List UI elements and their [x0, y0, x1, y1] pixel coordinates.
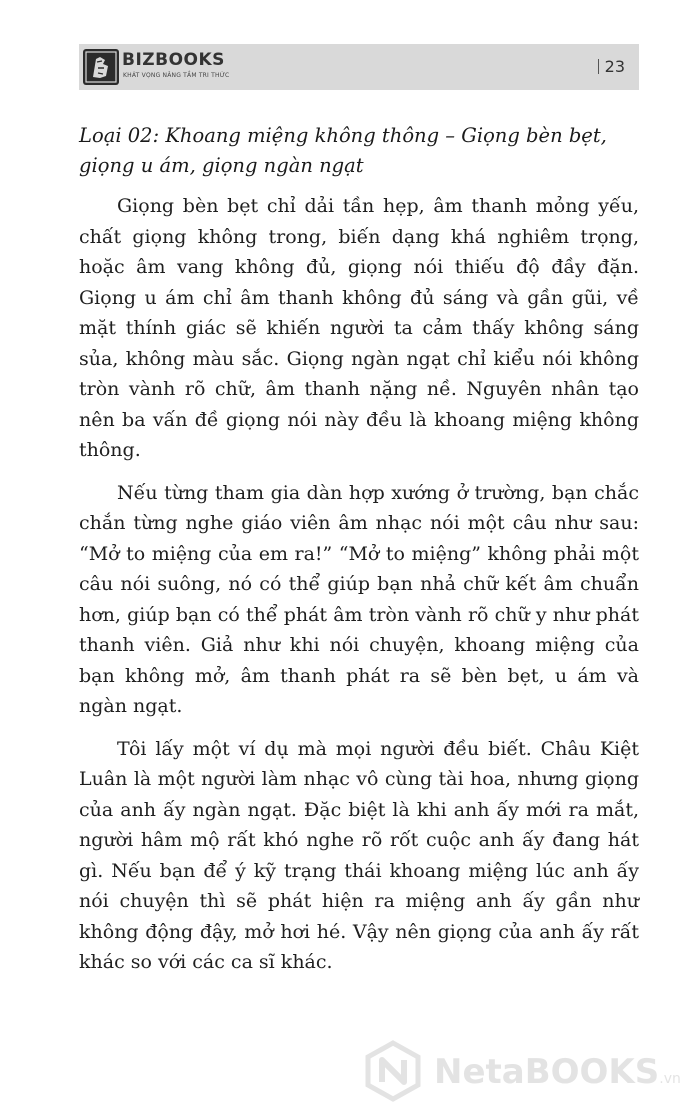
watermark-brand: NetaBOOKS [434, 1052, 660, 1092]
page-number-value: 23 [604, 57, 625, 76]
watermark-domain: .vn [659, 1071, 681, 1087]
netabooks-logo-icon [362, 1040, 424, 1102]
netabooks-watermark [362, 1040, 692, 1104]
watermark-text [434, 1052, 681, 1099]
brand-name: BIZBOOKS [122, 50, 225, 70]
bizbooks-logo-icon [83, 49, 119, 85]
body-paragraph: Giọng bèn bẹt chỉ dải tần hẹp, âm thanh mỏng yếu, chất giọng không trong, biến dạng khá nghiêm trọng, hoặc âm vang không đủ, giọng nói thiếu độ đầy đặn. Giọng u ám chỉ âm thanh không đủ sáng và gần gũi, về mặt thính giác sẽ khiến người ta cảm thấy không sáng sủa, không màu sắc. Giọng ngàn ngạt chỉ kiểu nói không tròn vành rõ chữ, âm thanh nặng nề. Nguyên nhân tạo nên ba vấn đề giọng nói này đều là khoang miệng không thông. [79, 195, 639, 461]
body-paragraph: Nếu từng tham gia dàn hợp xướng ở trường, bạn chắc chắn từng nghe giáo viên âm nhạc nói một câu như sau: “Mở to miệng của em ra!” “Mở to miệng” không phải một câu nói suông, nó có thể giúp bạn nhả chữ kết âm chuẩn hơn, giúp bạn có thể phát âm tròn vành rõ chữ y như phát thanh viên. Giả như khi nói chuyện, khoang miệng của bạn không mở, âm thanh phát ra sẽ bèn bẹt, u ám và ngàn ngạt. [79, 481, 639, 717]
page-content [79, 121, 639, 978]
page-number [598, 57, 625, 77]
page-header [79, 44, 639, 90]
body-paragraph: Tôi lấy một ví dụ mà mọi người đều biết. Châu Kiệt Luân là một người làm nhạc vô cùng tài hoa, nhưng giọng của anh ấy ngàn ngạt. Đặc biệt là khi anh ấy mới ra mắt, người hâm mộ rất khó nghe rõ rốt cuộc anh ấy đang hát gì. Nếu bạn để ý kỹ trạng thái khoang miệng lúc anh ấy nói chuyện thì sẽ phát hiện ra miệng anh ấy gần như không động đậy, mở hơi hé. Vậy nên giọng của anh ấy rất khác so với các ca sĩ khác. [79, 737, 639, 973]
section-heading: Loại 02: Khoang miệng không thông – Giọng bèn bẹt, giọng u ám, giọng ngàn ngạt [79, 124, 607, 177]
brand-tagline: KHÁT VỌNG NÂNG TẦM TRI THỨC [123, 72, 230, 79]
page-number-divider [598, 59, 599, 74]
